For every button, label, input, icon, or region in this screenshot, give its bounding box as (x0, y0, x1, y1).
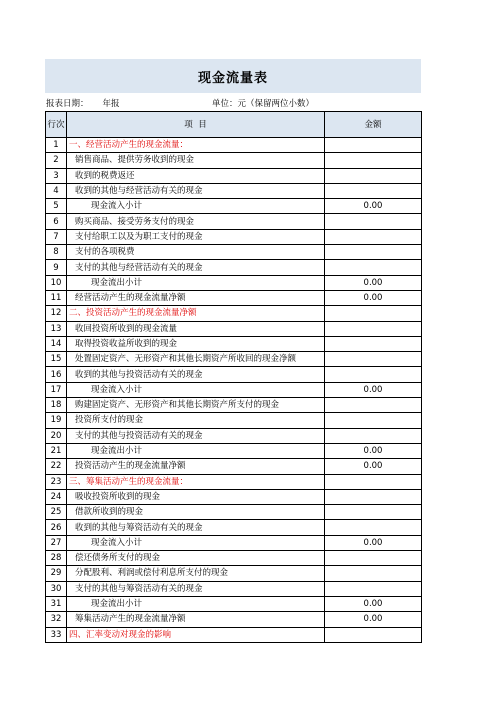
table-row (46, 183, 422, 198)
table-row (46, 566, 422, 581)
row-amount-cell (325, 627, 422, 642)
row-item-label: 取得投资收益所收到的现金 (67, 336, 325, 351)
row-amount-cell (325, 245, 422, 260)
row-line-number: 27 (46, 535, 67, 550)
row-item-label: 购买商品、接受劳务支付的现金 (67, 214, 325, 229)
row-item-label: 收到的其他与经营活动有关的现金 (67, 183, 325, 198)
row-section-heading: 三、筹集活动产生的现金流量： (67, 474, 325, 489)
row-item-label: 收到的税费返还 (67, 168, 325, 183)
table-row (46, 138, 422, 153)
unit-note: 单位：元（保留两位小数） (212, 99, 315, 109)
row-item-label: 现金流出小计 (67, 443, 325, 458)
row-line-number: 12 (46, 306, 67, 321)
row-amount-cell (325, 505, 422, 520)
table-row (46, 612, 422, 627)
row-line-number: 32 (46, 612, 67, 627)
table-row (46, 581, 422, 596)
row-amount-cell (325, 474, 422, 489)
table-row (46, 260, 422, 275)
row-line-number: 14 (46, 336, 67, 351)
row-item-label: 支付的各项税费 (67, 245, 325, 260)
row-line-number: 19 (46, 413, 67, 428)
table-row (46, 245, 422, 260)
table-row (46, 290, 422, 305)
table-row (46, 367, 422, 382)
row-line-number: 28 (46, 551, 67, 566)
table-row (46, 336, 422, 351)
table-row (46, 199, 422, 214)
row-line-number: 30 (46, 581, 67, 596)
row-item-label: 支付的其他与筹资活动有关的现金 (67, 581, 325, 596)
row-amount-cell (325, 398, 422, 413)
row-amount-cell (325, 336, 422, 351)
row-line-number: 24 (46, 489, 67, 504)
table-row (46, 382, 422, 397)
row-amount-cell (325, 229, 422, 244)
table-row (46, 474, 422, 489)
table-row (46, 489, 422, 504)
table-row (46, 306, 422, 321)
table-row (46, 596, 422, 611)
row-amount-cell (325, 138, 422, 153)
table-row (46, 275, 422, 290)
row-line-number: 8 (46, 245, 67, 260)
row-line-number: 5 (46, 199, 67, 214)
row-line-number: 3 (46, 168, 67, 183)
row-line-number: 26 (46, 520, 67, 535)
row-amount-cell (325, 367, 422, 382)
row-item-label: 收到的其他与筹资活动有关的现金 (67, 520, 325, 535)
report-title: 现金流量表 (197, 70, 268, 86)
row-item-label: 分配股利、利润或偿付利息所支付的现金 (67, 566, 325, 581)
row-line-number: 17 (46, 382, 67, 397)
report-period: 年报 (102, 99, 120, 109)
row-amount-cell (325, 153, 422, 168)
header-amount: 金额 (325, 112, 422, 138)
row-amount-cell (325, 183, 422, 198)
header-line-number: 行次 (46, 112, 67, 138)
row-line-number: 20 (46, 428, 67, 443)
table-row (46, 551, 422, 566)
row-item-label: 现金流出小计 (67, 596, 325, 611)
row-item-label: 现金流出小计 (67, 275, 325, 290)
table-row (46, 459, 422, 474)
row-amount-cell (325, 321, 422, 336)
table-header-row (46, 112, 422, 138)
table-row (46, 214, 422, 229)
row-section-heading: 四、汇率变动对现金的影响 (67, 627, 325, 642)
table-row (46, 627, 422, 642)
row-item-label: 借款所收到的现金 (67, 505, 325, 520)
row-amount-cell (325, 413, 422, 428)
title-band (45, 59, 421, 93)
table-row (46, 168, 422, 183)
row-line-number: 16 (46, 367, 67, 382)
table-row (46, 352, 422, 367)
cash-flow-table (45, 111, 422, 643)
row-line-number: 9 (46, 260, 67, 275)
row-line-number: 4 (46, 183, 67, 198)
row-line-number: 29 (46, 566, 67, 581)
table-row (46, 398, 422, 413)
row-item-label: 现金流入小计 (67, 535, 325, 550)
row-line-number: 1 (46, 138, 67, 153)
row-amount-cell (325, 168, 422, 183)
row-line-number: 13 (46, 321, 67, 336)
row-amount-cell (325, 260, 422, 275)
row-item-label: 投资所支付的现金 (67, 413, 325, 428)
row-line-number: 21 (46, 443, 67, 458)
row-item-label: 现金流入小计 (67, 382, 325, 397)
row-item-label: 处置固定资产、无形资产和其他长期资产所收回的现金净额 (67, 352, 325, 367)
row-line-number: 2 (46, 153, 67, 168)
row-amount-cell (325, 352, 422, 367)
row-line-number: 15 (46, 352, 67, 367)
row-amount-cell (325, 489, 422, 504)
row-item-label: 支付给职工以及为职工支付的现金 (67, 229, 325, 244)
row-line-number: 6 (46, 214, 67, 229)
row-line-number: 25 (46, 505, 67, 520)
row-amount-cell: 0.00 (325, 290, 422, 305)
report-date-label: 报表日期： (46, 99, 89, 109)
row-amount-cell: 0.00 (325, 459, 422, 474)
row-item-label: 经营活动产生的现金流量净额 (67, 290, 325, 305)
row-line-number: 31 (46, 596, 67, 611)
row-amount-cell (325, 428, 422, 443)
row-line-number: 11 (46, 290, 67, 305)
row-item-label: 投资活动产生的现金流量净额 (67, 459, 325, 474)
row-item-label: 支付的其他与投资活动有关的现金 (67, 428, 325, 443)
row-amount-cell (325, 520, 422, 535)
row-amount-cell: 0.00 (325, 612, 422, 627)
row-amount-cell: 0.00 (325, 535, 422, 550)
report-date-line (46, 98, 120, 110)
row-amount-cell (325, 551, 422, 566)
cash-flow-table-body (46, 112, 422, 643)
table-row (46, 428, 422, 443)
row-amount-cell (325, 306, 422, 321)
table-row (46, 153, 422, 168)
row-item-label: 销售商品、提供劳务收到的现金 (67, 153, 325, 168)
row-amount-cell: 0.00 (325, 443, 422, 458)
table-row (46, 413, 422, 428)
row-line-number: 23 (46, 474, 67, 489)
row-amount-cell: 0.00 (325, 275, 422, 290)
row-item-label: 支付的其他与经营活动有关的现金 (67, 260, 325, 275)
row-item-label: 偿还债务所支付的现金 (67, 551, 325, 566)
row-item-label: 收回投资所收到的现金流量 (67, 321, 325, 336)
row-section-heading: 一、经营活动产生的现金流量： (67, 138, 325, 153)
table-row (46, 321, 422, 336)
table-row (46, 535, 422, 550)
row-item-label: 吸收投资所收到的现金 (67, 489, 325, 504)
row-amount-cell (325, 214, 422, 229)
row-section-heading: 二、投资活动产生的现金流量净额 (67, 306, 325, 321)
table-row (46, 505, 422, 520)
header-item: 项 目 (67, 112, 325, 138)
row-item-label: 收到的其他与投资活动有关的现金 (67, 367, 325, 382)
table-row (46, 229, 422, 244)
row-line-number: 33 (46, 627, 67, 642)
row-amount-cell: 0.00 (325, 382, 422, 397)
row-amount-cell: 0.00 (325, 199, 422, 214)
row-amount-cell (325, 566, 422, 581)
row-line-number: 18 (46, 398, 67, 413)
row-line-number: 22 (46, 459, 67, 474)
row-line-number: 10 (46, 275, 67, 290)
table-row (46, 520, 422, 535)
row-amount-cell (325, 581, 422, 596)
table-row (46, 443, 422, 458)
row-line-number: 7 (46, 229, 67, 244)
row-item-label: 现金流入小计 (67, 199, 325, 214)
row-item-label: 筹集活动产生的现金流量净额 (67, 612, 325, 627)
row-item-label: 购建固定资产、无形资产和其他长期资产所支付的现金 (67, 398, 325, 413)
row-amount-cell: 0.00 (325, 596, 422, 611)
